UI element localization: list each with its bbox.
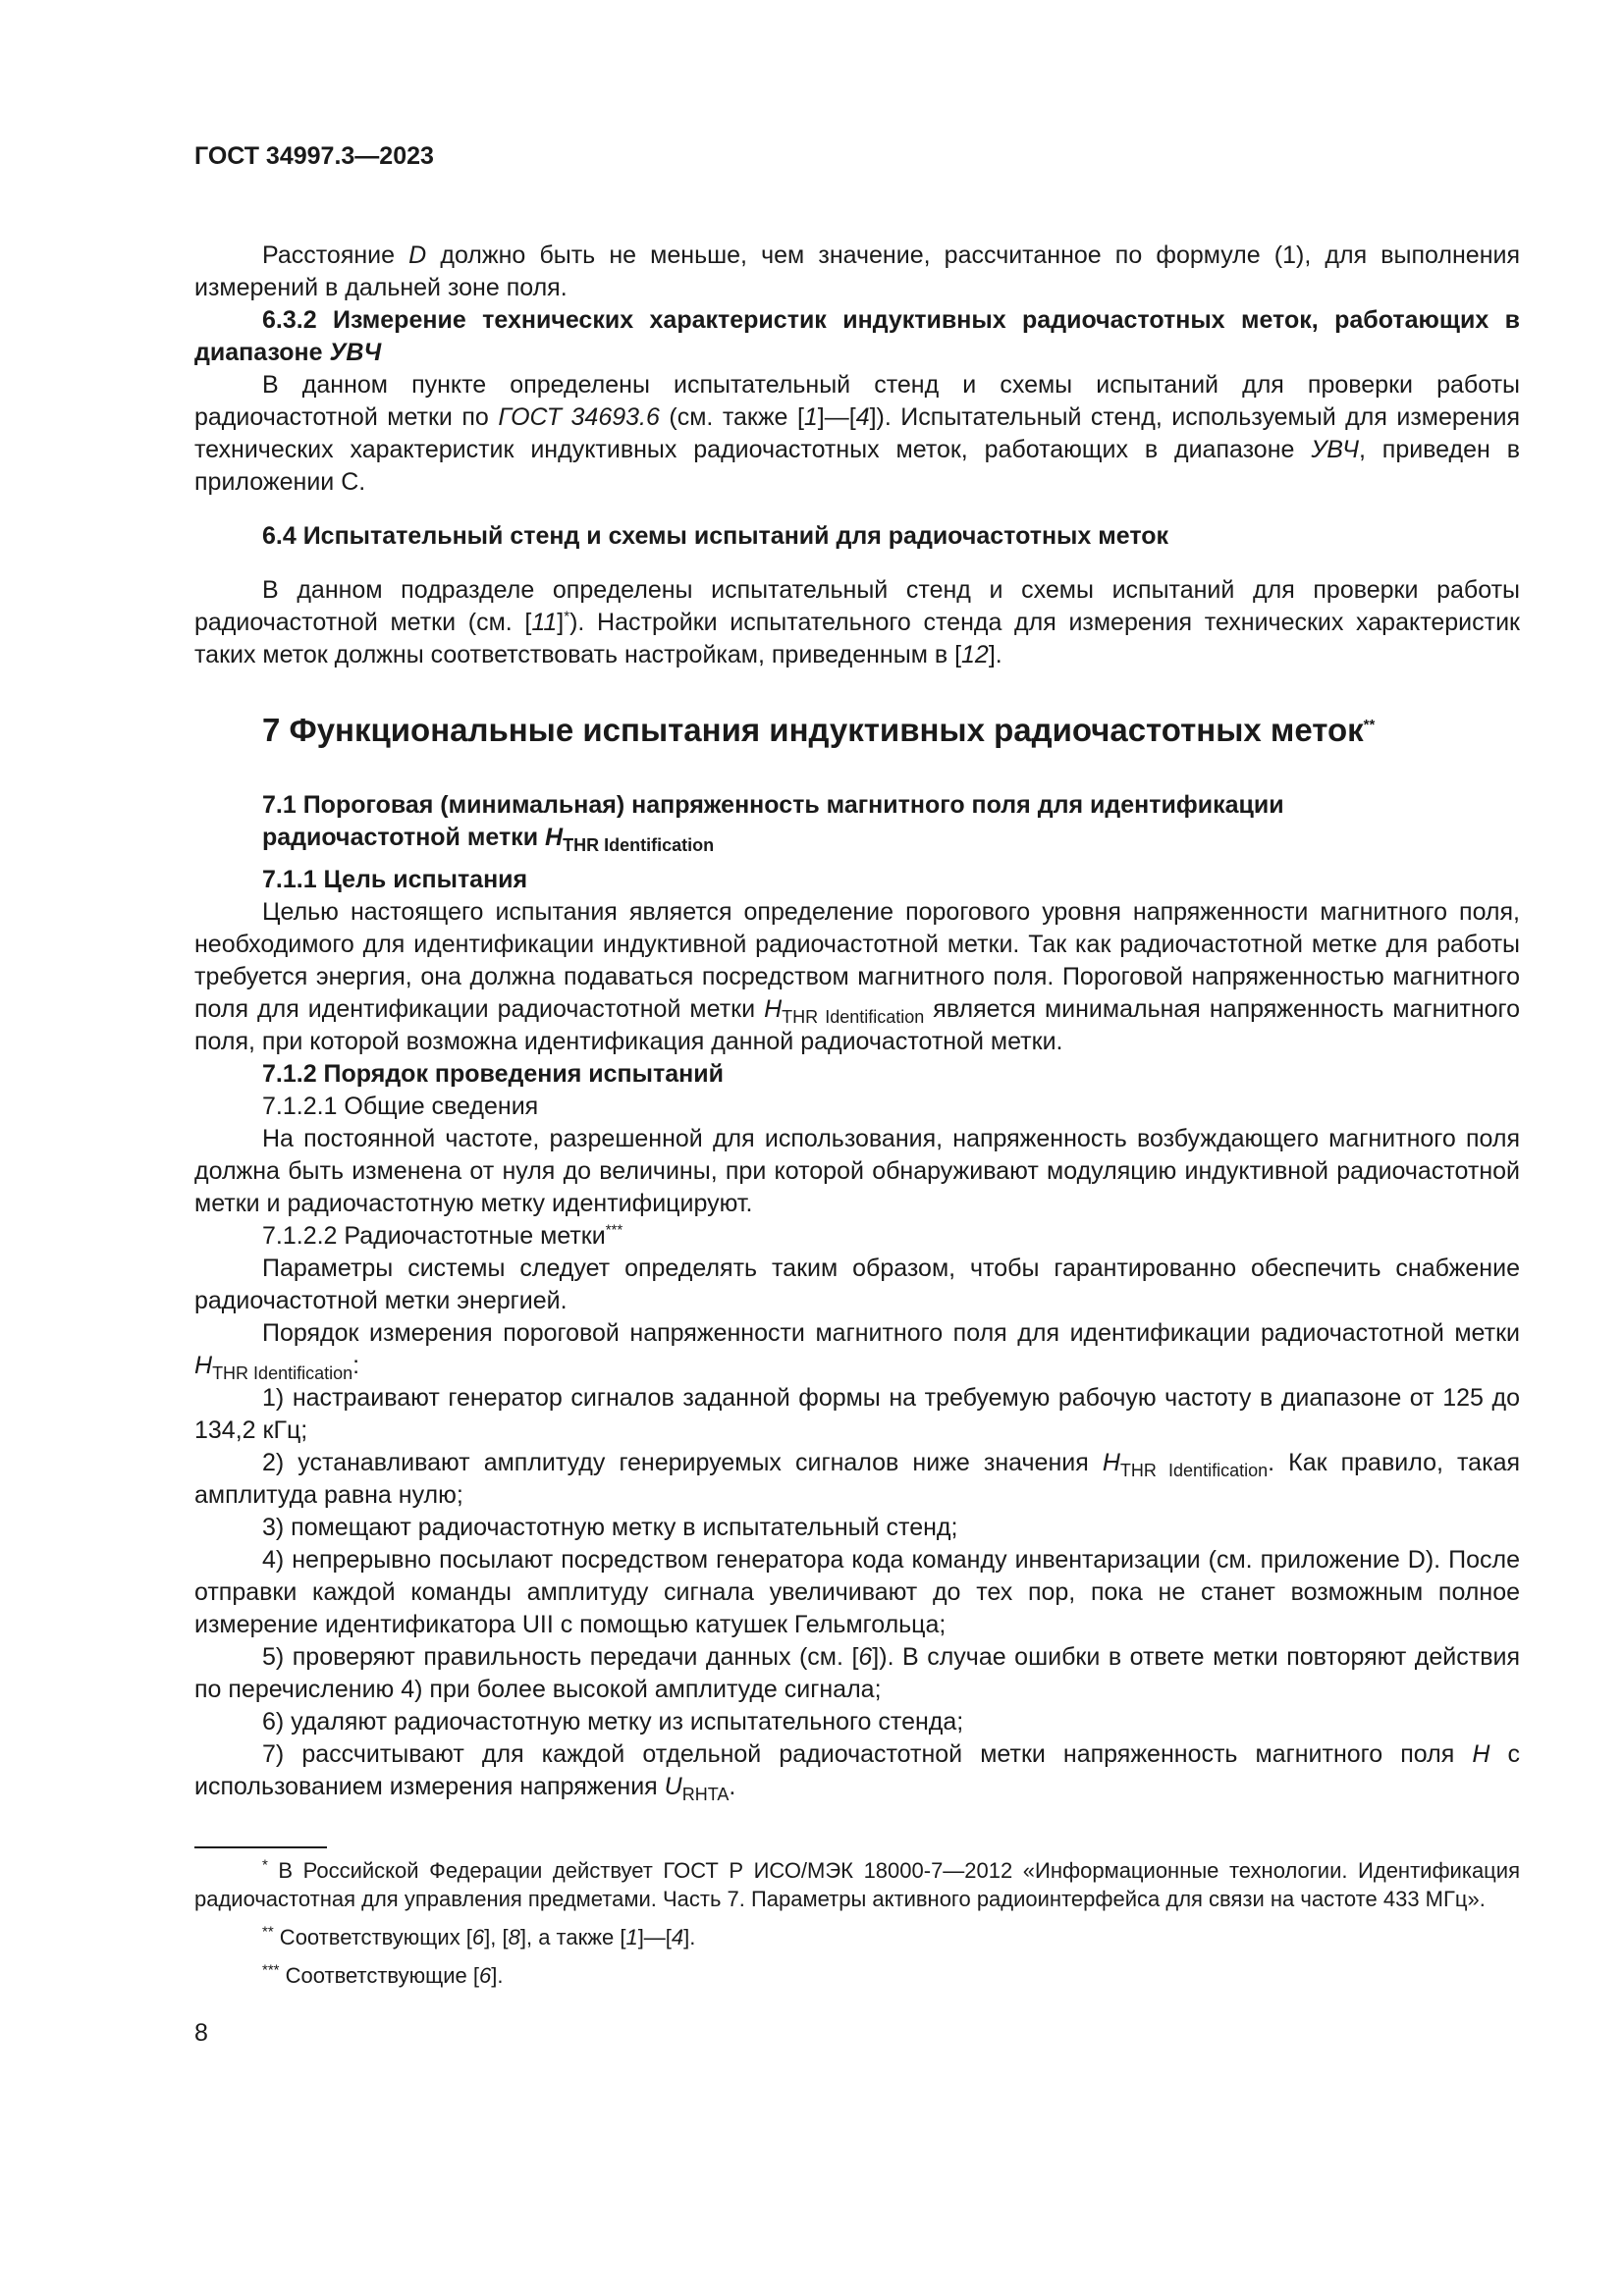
section-7-1-2-1-title: 7.1.2.1 Общие сведения (262, 1093, 539, 1120)
section-6-4-title: 6.4 Испытательный стенд и схемы испытаний для радиочастотных меток (262, 522, 1169, 550)
page-number: 8 (194, 2019, 208, 2047)
list-item: 3) помещают радиочастотную метку в испытательный стенд; (262, 1514, 958, 1541)
footnote-3: *** Соответствующие [6]. (262, 1961, 504, 1988)
document-header: ГОСТ 34997.3—2023 (194, 142, 434, 170)
list-item: 7) рассчитывают для каждой отдельной радиочастотной метки напряженность магнитного поля H с использованием измерения напряжения $U_{RHTA}$. (194, 1740, 1520, 1804)
footnote-2: ** Соответствующих [6], [8], а также [1]—[4]. (262, 1923, 696, 1949)
paragraph-7-1-2-2: Параметры системы следует определять таким образом, чтобы гарантированно обеспечить снабжение радиочастотной метки энергией. (194, 1255, 1520, 1314)
list-item: 4) непрерывно посылают посредством генератора кода команду инвентаризации (см. приложение D). После отправки каждой команды амплитуду сигнала увеличивают до тех пор, пока не станет возможным полное измерение идентификатора UII с помощью катушек Гельмгольца; (194, 1546, 1520, 1638)
section-6-3-2-title: 6.3.2 Измерение технических характеристик индуктивных радиочастотных меток, работающих в диапазоне УВЧ (194, 306, 1520, 366)
section-7-1-2-title: 7.1.2 Порядок проведения испытаний (262, 1060, 724, 1088)
paragraph-7-1-1: Целью настоящего испытания является определение порогового уровня напряженности магнитного поля, необходимого для идентификации индуктивной радиочастотной метки. Так как радиочастотной метке для работы требуется энергия, она должна подаваться посредством магнитного поля. Пороговой напряженностью магнитного поля для идентификации радиочастотной метки $H_{THR Identification}$ является минимальная напряженность магнитного поля, при которой возможна идентификация данной радиочастотной метки. (194, 898, 1521, 1055)
section-7-1-title: 7.1 Пороговая (минимальная) напряженность магнитного поля для идентификации радиочастотной метки $H_{THR Identification}$ (262, 791, 1284, 855)
paragraph-procedure-intro: Порядок измерения пороговой напряженности магнитного поля для идентификации радиочастотной метки $H_{THR Identification}$: (194, 1319, 1520, 1383)
list-item: 2) устанавливают амплитуду генерируемых сигналов ниже значения $H_{THR Identification}$. Как правило, такая амплитуда равна нулю; (194, 1449, 1521, 1509)
document-page (194, 142, 1520, 2048)
paragraph-distance: Расстояние D должно быть не меньше, чем значение, рассчитанное по формуле (1), для выполнения измерений в дальней зоне поля. (194, 241, 1520, 301)
footnote-1: * В Российской Федерации действует ГОСТ Р ИСО/МЭК 18000-7—2012 «Информационные технологии. Идентификация радиочастотная для управления предметами. Часть 7. Параметры активного радиоинтерфейса для связи на частоте 433 МГц». (194, 1856, 1520, 1911)
list-item: 1) настраивают генератор сигналов заданной формы на требуемую рабочую частоту в диапазоне от 125 до 134,2 кГц; (194, 1384, 1520, 1444)
section-7-1-1-title: 7.1.1 Цель испытания (262, 866, 528, 893)
section-7-title: 7 Функциональные испытания индуктивных радиочастотных меток** (262, 712, 1376, 748)
paragraph-6-3-2: В данном пункте определены испытательный стенд и схемы испытаний для проверки работы радиочастотной метки по ГОСТ 34693.6 (см. также [1]—[4]). Испытательный стенд, используемый для измерения технических характеристик индуктивных радиочастотных меток, работающих в диапазоне УВЧ, приведен в приложении С. (194, 371, 1520, 496)
section-7-1-2-2-title: 7.1.2.2 Радиочастотные метки*** (262, 1221, 623, 1250)
list-item: 5) проверяют правильность передачи данных (см. [6]). В случае ошибки в ответе метки повторяют действия по перечислению 4) при более высокой амплитуде сигнала; (194, 1643, 1520, 1703)
paragraph-6-4: В данном подразделе определены испытательный стенд и схемы испытаний для проверки работы радиочастотной метки (см. [11]*). Настройки испытательного стенда для измерения технических характеристик таких меток должны соответствовать настройкам, приведенным в [12]. (194, 576, 1520, 668)
list-item: 6) удаляют радиочастотную метку из испытательного стенда; (262, 1708, 964, 1735)
paragraph-7-1-2-1: На постоянной частоте, разрешенной для использования, напряженность возбуждающего магнитного поля должна быть изменена от нуля до величины, при которой обнаруживают модуляцию индуктивной радиочастотной метки и радиочастотную метку идентифицируют. (194, 1125, 1520, 1217)
footnote-divider (194, 1846, 327, 1848)
